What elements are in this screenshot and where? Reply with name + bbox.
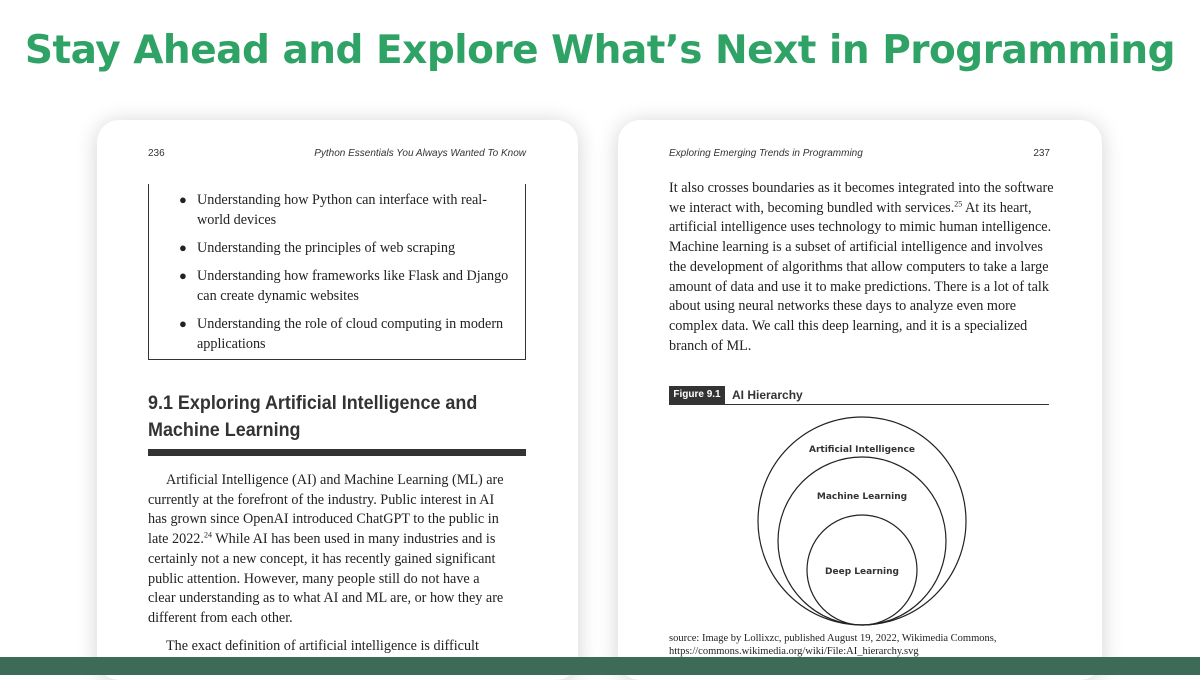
middle-label: Machine Learning [816,492,908,502]
bullet-icon: ● [179,316,187,331]
list-item-text: Understanding the principles of web scraping [197,240,456,256]
list-item [149,238,525,258]
list-item-text: Understanding how frameworks like Flask and Django can create dynamic websites [197,268,509,304]
inner-label: Deep Learning [825,567,899,577]
page-number: 236 [148,148,165,159]
banner-title: Stay Ahead and Explore What’s Next in Programming [24,28,1176,73]
body-paragraph: Artificial Intelligence (AI) and Machine Learning (ML) are currently at the forefront of the industry. Public interest in AI has grown since OpenAI introduced ChatGPT to the public in late 2022.24 While AI has been used in many industries and is certainly not a new concept, it has recently gained significant public attention. However, many people still do not have a clear understanding as to what AI and ML are, or how they are different from each other. [148,472,504,626]
footnote-ref: 24 [203,530,212,540]
list-item [149,190,525,230]
bullet-icon: ● [179,192,187,207]
section-rule [148,449,526,456]
figure-title: AI Hierarchy [732,388,803,402]
figure-caption [669,386,1049,405]
body-paragraph: The exact definition of artificial intelligence is difficult [166,638,479,654]
footnote-ref: 25 [954,198,963,208]
section-heading: 9.1 Exploring Artificial Intelligence and Machine Learning [148,392,478,441]
running-head: Exploring Emerging Trends in Programming [669,148,863,159]
middle-circle [778,457,946,625]
list-item-text: Understanding the role of cloud computing in modern applications [197,316,504,352]
ai-hierarchy-diagram [756,415,968,627]
bullet-icon: ● [179,268,187,283]
page-number: 237 [1033,148,1050,159]
body-paragraph: It also crosses boundaries as it becomes integrated into the software we interact with, becoming bundled with services.$^{25}$ At its heart, artificial intelligence uses technology to mimic human intelligence. Machine learning is a subset of artificial intelligence and involves the development of algorithms that allow computers to take a large amount of data and use it to make predictions. There is a lot of talk about using neural networks these days to analyze even more complex data. We call this deep learning, and it is a specialized branch of ML. [669,180,1054,354]
bullet-icon: ● [179,240,187,255]
book-page-left [97,120,578,680]
figure-source: source: Image by Lollixzc, published August 19, 2022, Wikimedia Commons, https://commons.wikimedia.org/wiki/File:AI_hierarchy.svg [669,633,997,657]
list-item [149,266,525,306]
objectives-list [149,184,525,354]
list-item [149,314,525,354]
book-page-right [618,120,1102,680]
outer-label: Artificial Intelligence [809,445,915,455]
objectives-box [148,184,526,360]
figure-number: Figure 9.1 [669,386,725,404]
list-item-text: Understanding how Python can interface with real-world devices [197,192,487,228]
running-head: Python Essentials You Always Wanted To Know [314,148,526,159]
footer-bar [0,657,1200,675]
